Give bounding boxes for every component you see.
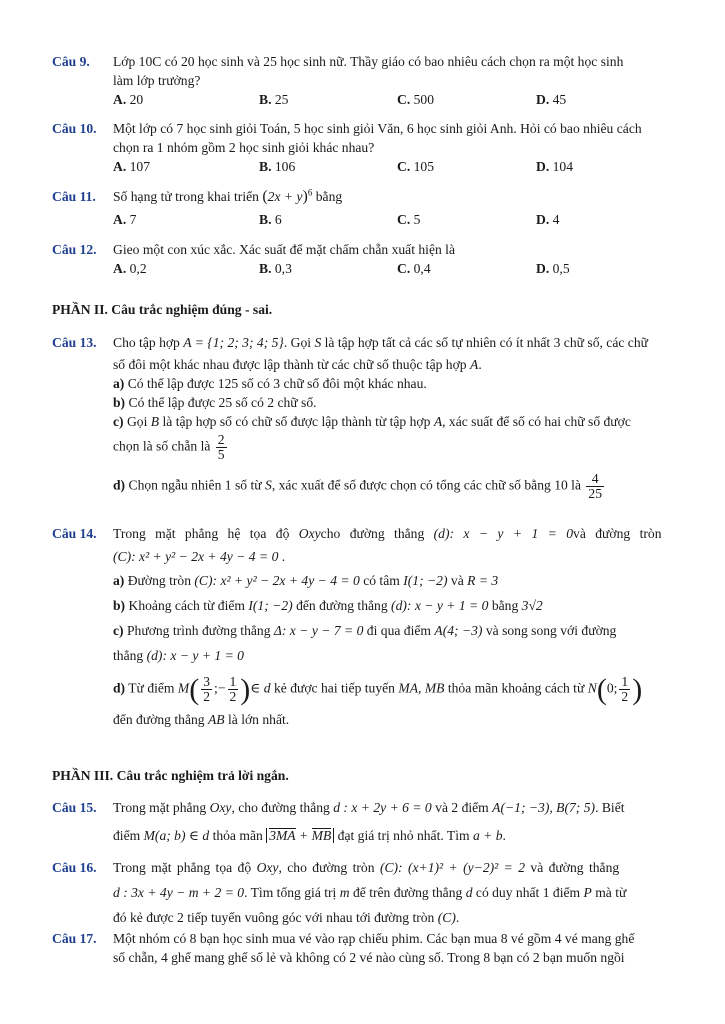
question-label: Câu 11. xyxy=(52,189,96,204)
math-circle-equation: (C): x² + y² − 2x + 4y − 4 = 0 xyxy=(113,549,279,564)
question-text: bằng xyxy=(315,189,343,204)
question-text: số đôi một khác nhau được lập thành từ các chữ số thuộc tập hợp xyxy=(113,357,467,372)
option-a[interactable]: A. 20 xyxy=(113,92,144,107)
answer-options xyxy=(113,90,673,109)
math-line-equation: d : 3x + 4y − m + 2 = 0 xyxy=(113,885,245,900)
statement-d-continued: đến đường thẳng AB là lớn nhất. xyxy=(113,712,290,727)
math-points: A(−1; −3), B(7; 5) xyxy=(492,800,596,815)
math-symbol: Oxy xyxy=(209,800,232,815)
question-text: Gieo một con xúc xắc. Xác suất để mặt chấm chẵn xuất hiện là xyxy=(113,242,455,257)
answer-options xyxy=(113,210,673,229)
question-label: Câu 13. xyxy=(52,335,97,350)
option-a[interactable]: A. 107 xyxy=(113,159,151,174)
statement-c-continued: chọn là số chẵn là $\frac{2}{5}$ xyxy=(113,432,225,462)
fraction: $\frac{2}{5}$ xyxy=(217,432,225,462)
option-b[interactable]: B. 6 xyxy=(259,212,282,227)
question-label: Câu 14. xyxy=(52,526,97,541)
option-c[interactable]: C. 5 xyxy=(397,212,421,227)
option-d[interactable]: D. 4 xyxy=(536,212,560,227)
math-symbol: A xyxy=(470,357,479,372)
option-c[interactable]: C. 0,4 xyxy=(397,261,431,276)
option-a[interactable]: A. 0,2 xyxy=(113,261,147,276)
question-label: Câu 10. xyxy=(52,121,97,136)
statement-d[interactable]: d) Chọn ngẫu nhiên 1 số từ S, xác xuất để số được chọn có tổng các chữ số bằng 10 là $\frac{4}{25}$ xyxy=(113,471,602,501)
question-text: và đường tròn xyxy=(573,526,662,541)
question-text: . Tìm tổng giá trị xyxy=(244,885,337,900)
math-symbol: d xyxy=(465,885,473,900)
question-text: Trong mặt phẳng hệ tọa độ xyxy=(113,526,290,541)
answer-options xyxy=(113,157,673,176)
statement-c[interactable]: c) Gọi B là tập hợp số có chữ số được lập thành từ tập hợp A, xác suất để số có hai chữ số được xyxy=(113,414,631,429)
question-text: , cho đường tròn xyxy=(278,860,375,875)
statement-a[interactable]: a) Có thể lập được 125 số có 3 chữ số đôi một khác nhau. xyxy=(113,376,427,391)
answer-options xyxy=(113,259,673,278)
question-text: Trong mặt phẳng xyxy=(113,800,207,815)
math-symbol: P xyxy=(583,885,592,900)
section-heading-part-3: PHẦN III. Câu trắc nghiệm trả lời ngắn. xyxy=(52,768,289,783)
option-c[interactable]: C. 105 xyxy=(397,159,435,174)
question-text: Số hạng tử trong khai triển xyxy=(113,189,259,204)
question-text: Một lớp có 7 học sinh giỏi Toán, 5 học sinh giỏi Văn, 6 học sinh giỏi Anh. Hỏi có bao nhiêu cách xyxy=(113,121,642,136)
question-text: là tập hợp tất cả các số tự nhiên có ít nhất 3 chữ số, các chữ xyxy=(324,335,648,350)
option-c[interactable]: C. 500 xyxy=(397,92,435,107)
option-d[interactable]: D. 104 xyxy=(536,159,574,174)
question-label: Câu 9. xyxy=(52,54,90,69)
math-line-equation: (d): x − y + 1 = 0 xyxy=(433,526,574,541)
question-label: Câu 15. xyxy=(52,800,97,815)
question-text: và đường thẳng xyxy=(530,860,620,875)
statement-a[interactable]: a) Đường tròn (C): x² + y² − 2x + 4y − 4 = 0 có tâm I(1; −2) và R = 3 xyxy=(113,573,499,588)
option-d[interactable]: D. 0,5 xyxy=(536,261,570,276)
math-symbol: S xyxy=(314,335,322,350)
question-text: thỏa mãn xyxy=(212,828,263,843)
question-text: có duy nhất 1 điểm xyxy=(475,885,581,900)
math-expression: a + b xyxy=(472,828,503,843)
statement-c-continued: thẳng (d): x − y + 1 = 0 xyxy=(113,648,244,663)
vector-magnitude: 3MA + MB xyxy=(266,828,334,843)
math-symbol: m xyxy=(339,885,350,900)
question-text: số chẵn, 4 ghế mang ghế số lẻ và không có 2 vé nào cùng số. Trong 8 bạn có 2 bạn muốn ngồi xyxy=(113,950,625,965)
question-text: Lớp 10C có 20 học sinh và 25 học sinh nữ. Thầy giáo có bao nhiêu cách chọn ra một học sinh xyxy=(113,54,624,69)
option-b[interactable]: B. 106 xyxy=(259,159,296,174)
math-circle-equation: (C): (x+1)² + (y−2)² = 2 xyxy=(379,860,525,875)
question-text: Một nhóm có 8 bạn học sinh mua vé vào rạp chiếu phim. Các bạn mua 8 vé gồm 4 vé mang ghế xyxy=(113,931,635,946)
exam-page: Câu 9. Lớp 10C có 20 học sinh và 25 học sinh nữ. Thầy giáo có bao nhiêu cách chọn ra một học sinh làm lớp trưởng? A. 20 B. 25 C. 500 D. 45 Câu 10. Một lớp có 7 học sinh giỏi Toán, 5 học sinh giỏi Văn, 6 học sinh giỏi Anh. Hỏi có bao nhiêu cách chọn ra 1 nhóm gồm 2 học sinh giỏi khác nhau? A. 107 B. 106 C. 105 D. 104 Câu 11. Số hạng tử trong khai triển $(2x + y)^6$ bằng A. 7 B. 6 C. 5 D. 4 Câu 12. Gieo một con xúc xắc. Xác suất để mặt chấm chẵn xuất hiện là A. 0,2 B. 0,3 C. 0,4 D. 0,5 PHẦN II. Câu trắc nghiệm đúng - sai. Câu 13. Cho tập hợp A = {1; 2; 3; 4; 5}. Gọi S là tập hợp tất cả các số tự nhiên có ít nhất 3 chữ số, các chữ số đôi một khác nhau được lập thành từ các chữ số thuộc tập hợp A. a) Có thể lập được 125 số có 3 chữ số đôi một khác nhau. b) Có thể lập được 25 số có 2 chữ số. c) Gọi B là tập hợp số có chữ số được lập thành từ tập hợp A, xác suất để số có hai chữ số được chọn là số chẵn là $\frac{2}{5}$ d) Chọn ngẫu nhiên 1 số từ S, xác xuất để số được chọn có tổng các chữ số bằng 10 là $\frac{4}{25}$ Câu 14. Trong mặt phẳng hệ tọa độ Oxycho đường thẳng (d): x − y + 1 = 0và đường tròn (C): x² + y² − 2x + 4y − 4 = 0 . a) Đường tròn (C): x² + y² − 2x + 4y − 4 = 0 có tâm I(1; −2) và R = 3 b) Khoảng cách từ điểm I(1; −2) đến đường thẳng (d): x − y + 1 = 0 bằng 3√2 c) Phương trình đường thẳng Δ: x − y − 7 = 0 đi qua điểm A(4; −3) và song song với đường thẳng (d): x − y + 1 = 0 d) Từ điểm M( $\frac{3}{2}$ ;− $\frac{1}{2}$ )∈ d kẻ được hai tiếp tuyến MA, MB thỏa mãn khoảng cách từ N(0; $\frac{1}{2}$ ) đến đường thẳng AB là lớn nhất. PHẦN III. Câu trắc nghiệm trả lời ngắn. Câu 15. Trong mặt phẳng Oxy, cho đường thẳng d : x + 2y + 6 = 0 và 2 điểm A(−1; −3), B(7; 5). Biết điểm M(a; b) ∈ d thỏa mãn 3MA + MB đạt giá trị nhỏ nhất. Tìm a + b. Câu 16. Trong mặt phẳng tọa độ Oxy, cho đường tròn (C): (x+1)² + (y−2)² = 2 và đường thẳng d : 3x + 4y − m + 2 = 0. Tìm tổng giá trị m để trên đường thẳng d có duy nhất 1 điểm P mà từ đó kẻ được 2 tiếp tuyến vuông góc với nhau tới đường tròn (C). Câu 17. Một nhóm có 8 bạn học sinh mua vé vào rạp chiếu phim. Các bạn mua 8 vé gồm 4 vé mang ghế số chẵn, 4 ghế mang ghế số lẻ và không có 2 vé nào cùng số. Trong 8 bạn có 2 bạn muốn ngồi xyxy=(0,0,725,1024)
question-text: Cho tập hợp xyxy=(113,335,180,350)
math-symbol: (C) xyxy=(437,910,456,925)
statement-c[interactable]: c) Phương trình đường thẳng Δ: x − y − 7 = 0 đi qua điểm A(4; −3) và song song với đường xyxy=(113,623,617,638)
question-text: cho đường thẳng xyxy=(320,526,425,541)
question-text: , cho đường thẳng xyxy=(231,800,330,815)
question-text: chọn ra 1 nhóm gồm 2 học sinh giỏi khác nhau? xyxy=(113,140,375,155)
question-text: làm lớp trưởng? xyxy=(113,73,201,88)
option-b[interactable]: B. 25 xyxy=(259,92,289,107)
math-point: M(a; b) ∈ d xyxy=(143,828,210,843)
statement-d[interactable]: d) Từ điểm M( $\frac{3}{2}$ ;− $\frac{1}{2}$ )∈ d kẻ được hai tiếp tuyến MA, MB thỏa mãn khoảng cách từ N(0; $\frac{1}{2}$ ) xyxy=(113,673,643,706)
option-a[interactable]: A. 7 xyxy=(113,212,137,227)
math-line-equation: d : x + 2y + 6 = 0 xyxy=(333,800,432,815)
math-expression: 2x + y xyxy=(267,189,303,204)
math-symbol: Oxy xyxy=(256,860,279,875)
section-heading-part-2: PHẦN II. Câu trắc nghiệm đúng - sai. xyxy=(52,302,273,317)
question-label: Câu 12. xyxy=(52,242,97,257)
math-symbol: Oxy xyxy=(298,526,321,541)
question-label: Câu 17. xyxy=(52,931,97,946)
math-set: A = {1; 2; 3; 4; 5} xyxy=(183,335,284,350)
question-text: . Gọi xyxy=(283,335,312,350)
question-text: đó kẻ được 2 tiếp tuyến vuông góc với nhau tới đường tròn xyxy=(113,910,435,925)
question-label: Câu 16. xyxy=(52,860,97,875)
question-text: . Biết xyxy=(595,800,625,815)
fraction: $\frac{4}{25}$ xyxy=(588,471,602,501)
question-text: để trên đường thẳng xyxy=(352,885,463,900)
option-b[interactable]: B. 0,3 xyxy=(259,261,292,276)
math-exponent: 6 xyxy=(307,187,313,198)
question-text: đạt giá trị nhỏ nhất. Tìm xyxy=(337,828,470,843)
question-text: mà từ xyxy=(595,885,627,900)
statement-b[interactable]: b) Khoảng cách từ điểm I(1; −2) đến đường thẳng (d): x − y + 1 = 0 bằng 3√2 xyxy=(113,598,543,613)
question-text: điểm xyxy=(113,828,141,843)
question-text: và 2 điểm xyxy=(435,800,489,815)
statement-b[interactable]: b) Có thể lập được 25 số có 2 chữ số. xyxy=(113,395,317,410)
question-text: Trong mặt phẳng tọa độ xyxy=(113,860,252,875)
option-d[interactable]: D. 45 xyxy=(536,92,567,107)
